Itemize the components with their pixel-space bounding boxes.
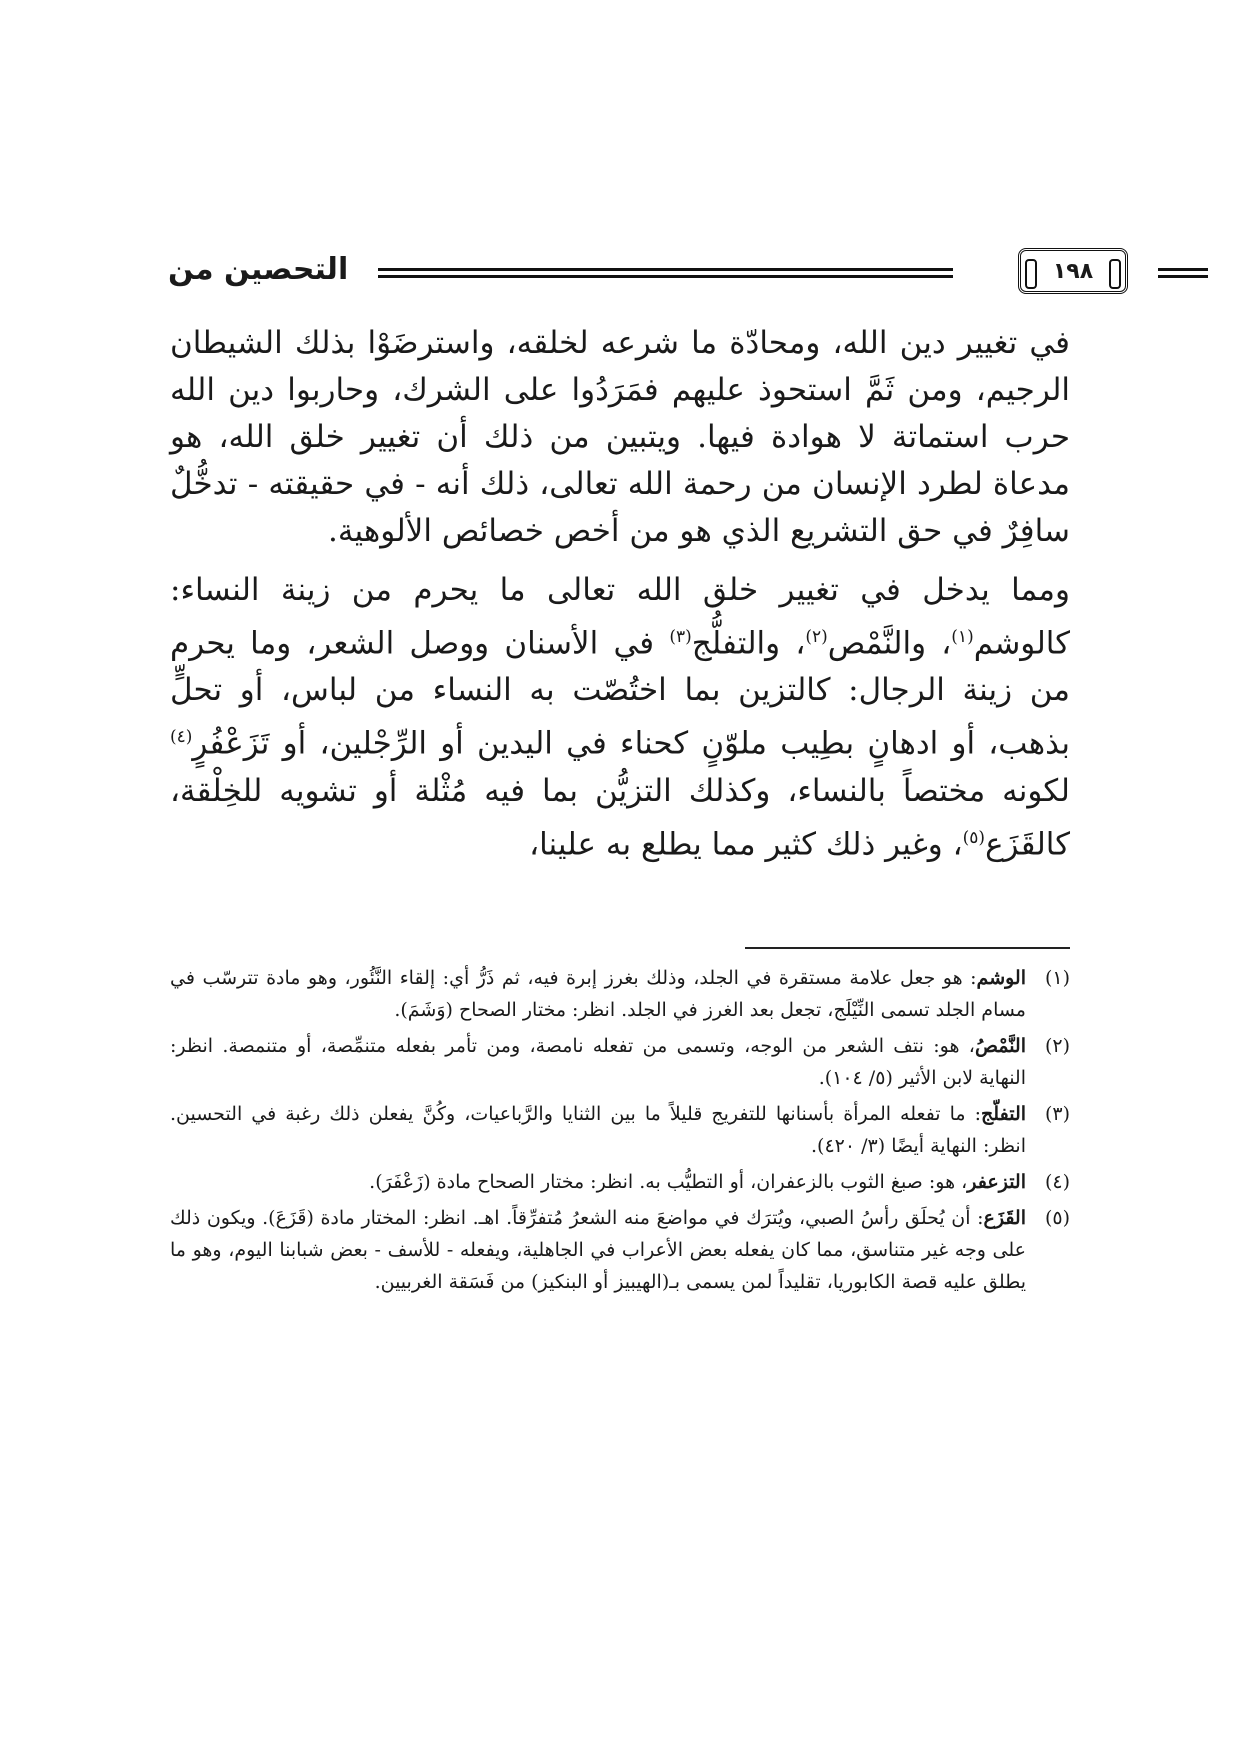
text-line: في تغيير دين الله، ومحادّة ما شرعه لخلقه، واسترضَوْا بذلك xyxy=(294,325,1070,361)
header-rule xyxy=(378,268,953,271)
footnote-ref[interactable]: (٥) xyxy=(962,827,986,848)
text-segment: ، والتفلُّج xyxy=(691,625,806,662)
footnote-text: رغبة في التحسين. انظر: النهاية أيضًا (٣/ ٤٢٠). xyxy=(170,1103,1026,1157)
paragraph xyxy=(170,320,1070,555)
text-segment: للخِلْقة، كالقَزَع xyxy=(170,772,1070,862)
footnotes xyxy=(170,962,1070,1302)
main-text xyxy=(170,320,1070,880)
page-number-text: ١٩٨ xyxy=(1052,258,1094,284)
paragraph xyxy=(170,567,1070,868)
footnote-text: الجاهلية، ويفعله - للأسف - بعض شبابنا اليوم، وهو ما يطلق عليه قصة الكابوريا، xyxy=(170,1239,1026,1293)
footnote-text: أو متنمصة. انظر: النهاية لابن الأثير (٥/ ١٠٤). xyxy=(170,1035,1026,1089)
footnote-item xyxy=(170,1098,1070,1162)
text-line: ووصل الشعر، وما يحرم من زينة الرجال: كالتزين بما xyxy=(170,625,1070,709)
page-header xyxy=(168,248,1094,294)
footnote-ref[interactable]: (٣) xyxy=(669,627,692,647)
header-rule xyxy=(378,275,953,278)
footnote-number: (٥) xyxy=(1044,1207,1070,1229)
footnote-term: التزعفر xyxy=(967,1171,1026,1193)
footnote-item xyxy=(170,1030,1070,1094)
text-line: الذي هو من أخص خصائص الألوهية. xyxy=(328,513,781,549)
footnote-term: الوشم xyxy=(976,967,1026,989)
text-line: ومما يدخل في تغيير خلق الله تعالى ما يحرم من زينة xyxy=(280,572,1071,608)
footnote-text: : ما تفعله المرأة بأسنانها للتفريج قليلاً ما بين الثنايا والرَّباعيات، وكُنَّ يفعلن ذلك xyxy=(329,1103,982,1125)
text-segment: النساء: كالوشم xyxy=(170,572,1070,662)
text-segment: ، وغير ذلك كثير مما يطلع به علينا، xyxy=(529,825,963,862)
text-line: الشيطان الرجيم، ومن ثَمَّ استحوذ عليهم فمَرَدُوا على الشرك، xyxy=(170,325,1071,408)
footnote-text: الصحاح (وَشَمَ). xyxy=(394,999,517,1021)
text-line: تعالى، ذلك أنه - في حقيقته - تدخُّلٌ سافِرٌ في حق التشريع xyxy=(170,466,1070,549)
text-line: مختصاً بالنساء، وكذلك التزيُّن بما فيه مُثْلة أو تشويه xyxy=(279,772,986,809)
footnote-body xyxy=(170,1098,1026,1162)
footnote-body xyxy=(170,1030,1026,1094)
footnote-number: (٣) xyxy=(1044,1103,1070,1125)
header-rule xyxy=(1158,275,1208,278)
running-title: التحصين من xyxy=(168,252,349,287)
footnote-text: : أن يُحلَق رأسُ الصبي، ويُترَك في مواضعَ منه الشعرُ مُتفرِّقاً. اهـ. انظر: المختار xyxy=(361,1207,984,1229)
footnote-item xyxy=(170,1202,1070,1298)
footnote-ref[interactable]: (٢) xyxy=(805,627,828,647)
text-segment: بطِيب ملوّنٍ كحناء في اليدين أو الرِّجْلين، أو تَزَعْفُرٍ xyxy=(192,725,855,762)
footnote-text: وهو مادة تترسّب في مسام الجلد تسمى النِّيْلَج، تجعل بعد الغرز في الجلد. انظر: مختار xyxy=(170,967,1026,1021)
footnote-ref[interactable]: (٤) xyxy=(170,727,193,748)
footnote-body xyxy=(170,962,1026,1026)
footnote-separator xyxy=(745,947,1070,949)
footnote-term: القَزَع xyxy=(983,1207,1026,1229)
footnote-number: (٤) xyxy=(1044,1171,1070,1193)
footnote-number: (١) xyxy=(1044,967,1070,989)
text-segment: ، والنَّمْص xyxy=(827,625,952,662)
footnote-item xyxy=(170,962,1070,1026)
page-number xyxy=(1018,248,1128,294)
text-segment: في الأسنان xyxy=(504,625,670,662)
text-segment: لكونه xyxy=(1002,772,1070,809)
footnote-term: التفلّج xyxy=(981,1103,1027,1125)
footnote-item xyxy=(170,1166,1070,1198)
footnote-text: مادة (قَزَعَ). ويكون ذلك على وجه غير متناسق، مما كان يفعله بعض الأعراب في xyxy=(170,1207,1026,1261)
footnote-body xyxy=(170,1166,1026,1198)
text-line: وحاربوا دين الله حرب استماتة لا هوادة فيها. ويتبين من ذلك xyxy=(170,372,1070,455)
footnote-text: ، هو: صبغ الثوب بالزعفران، أو التطيُّب به. انظر: مختار الصحاح مادة (زَعْفَرَ). xyxy=(369,1171,968,1193)
footnote-text: تقليداً لمن يسمى بـ(الهيبيز أو البنكيز) من فَسَقة الغربيين. xyxy=(374,1271,821,1293)
text-line: أن تغيير خلق الله، هو مدعاة لطرد الإنسان من رحمة الله xyxy=(170,419,1070,502)
footnote-text: ، هو: نتف الشعر من الوجه، وتسمى من تفعله نامصة، ومن تأمر بفعله متنمِّصة، xyxy=(320,1035,975,1057)
footnote-number: (٢) xyxy=(1044,1035,1070,1057)
footnote-body xyxy=(170,1202,1026,1298)
footnote-text: : هو جعل علامة مستقرة في الجلد، وذلك بغرز إبرة فيه، ثم ذَرُّ أي: إلقاء النَّئُور، xyxy=(344,967,977,989)
text-line: اختُصّت به النساء من لباس، أو تحلٍّ بذهب، أو ادهانٍ xyxy=(170,672,1070,762)
header-rule xyxy=(1158,268,1208,271)
footnote-ref[interactable]: (١) xyxy=(951,627,974,647)
footnote-term: النَّمْصُ xyxy=(974,1035,1026,1057)
